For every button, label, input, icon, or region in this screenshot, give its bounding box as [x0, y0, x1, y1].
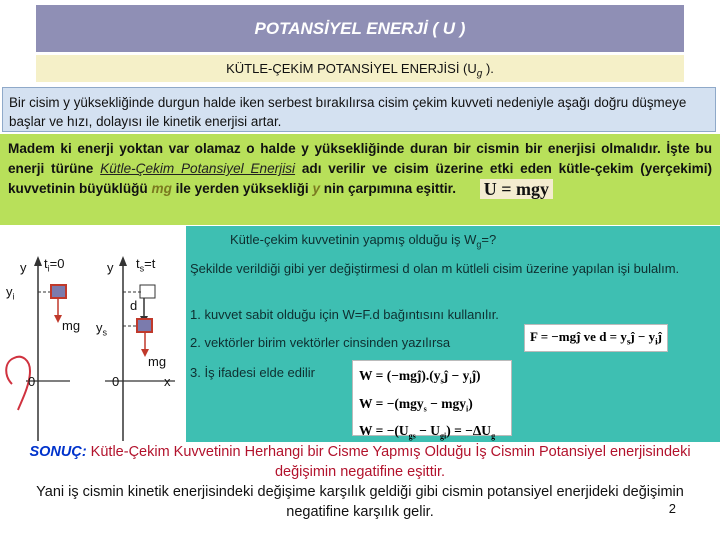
subtitle-text: KÜTLE-ÇEKİM POTANSİYEL ENERJİSİ (U — [226, 61, 477, 76]
label-mg-right: mg — [148, 354, 167, 369]
definition-part1: Madem ki enerji yoktan var olamaz o halde y yüksekliğinde duran bir cismin bir enerjisi olmalıdır. İşte bu enerji türüne — [8, 141, 712, 176]
definition-part3: ile yerden yüksekliği — [171, 181, 313, 196]
intro-paragraph — [2, 87, 716, 132]
work-derivation-panel — [186, 226, 720, 442]
definition-var-mg: mg — [151, 181, 172, 196]
conclusion-label: SONUÇ: — [29, 444, 87, 460]
conclusion-text-1: Kütle-Çekim Kuvvetinin Herhangi bir Cisme Yapmış Olduğu İş Cismin Potansiyel enerjisindeki değişimin negatifine eşittir. — [86, 444, 691, 480]
label-ts: $t_s=t$ — [136, 256, 156, 274]
equation-3: $W = -(U_{gs} - U_{gi}) = -\Delta U_g$ — [359, 423, 496, 442]
subtitle-end: ). — [482, 61, 494, 76]
label-origin-right: 0 — [112, 374, 120, 389]
label-ti: $t_i=0$ — [44, 256, 65, 274]
intro-text: Bir cisim y yüksekliğinde durgun halde iken serbest bırakılırsa cisim çekim kuvveti nedeniyle aşağı doğru düşmeye başlar ve hızı, dolayısı ile kinetik enerjisi artar. — [9, 95, 687, 129]
label-ys: $y_s$ — [96, 320, 107, 338]
subtitle-subscript: g — [476, 68, 483, 80]
subtitle-banner — [36, 55, 684, 82]
conclusion-line1 — [20, 442, 700, 482]
work-heading: Kütle-çekim kuvvetinin yapmış olduğu iş $W_g=$? — [230, 232, 497, 250]
conclusion-text-2: Yani iş cismin kinetik enerjisindeki değişime karşılık geldiği gibi cismin potansiyel enerjideki değişimin negatifine karşılık gelir. — [36, 484, 684, 520]
falling-object-diagram — [0, 226, 186, 442]
equation-1: $W = (-mgĵ).(y_sĵ$ − $y_iĵ$) — [359, 368, 481, 386]
label-mg-left: mg — [62, 318, 81, 333]
conclusion-line2 — [20, 482, 700, 522]
label-d: d — [130, 298, 138, 313]
vector-formula: F = −mgĵ ve $d = y_sĵ$ − $y_iĵ$ — [524, 324, 668, 352]
label-yi: $y_i$ — [6, 284, 15, 302]
page-number: 2 — [668, 501, 676, 516]
work-step1: 1. kuvvet sabit olduğu için W=F.d bağıntısını kullanılır. — [190, 307, 499, 322]
definition-var-y: y — [312, 181, 321, 196]
definition-part4: nin çarpımına eşittir. — [320, 181, 456, 196]
potential-energy-formula: U = mgy — [480, 179, 553, 199]
definition-paragraph — [0, 134, 720, 225]
title-text: POTANSİYEL ENERJİ ( U ) — [254, 19, 466, 38]
label-y-left: y — [20, 260, 27, 275]
work-step2: 2. vektörler birim vektörler cinsinden yazılırsa — [190, 335, 451, 350]
work-step3: 3. İş ifadesi elde edilir — [190, 365, 316, 380]
work-equations-box — [352, 360, 512, 442]
label-origin-left: 0 — [28, 374, 36, 389]
definition-term-link: Kütle-Çekim Potansiyel Enerjisi — [100, 161, 296, 176]
label-y-right: y — [107, 260, 114, 275]
diagram-drawing — [0, 226, 186, 442]
conclusion-paragraph — [20, 442, 700, 536]
work-paragraph: Şekilde verildiği gibi yer değiştirmesi d olan m kütleli cisim üzerine yapılan işi bulalım. — [190, 261, 680, 276]
definition-part2: adı verilir ve cisim üzerine etki eden kütle-çekim (yerçekimi) kuvvetinin büyüklüğü — [8, 161, 713, 196]
label-x-axis: x — [164, 374, 171, 389]
page-title — [36, 5, 684, 52]
equation-2: W = −(mgy$_s$ − mgy$_i$) — [359, 395, 473, 414]
